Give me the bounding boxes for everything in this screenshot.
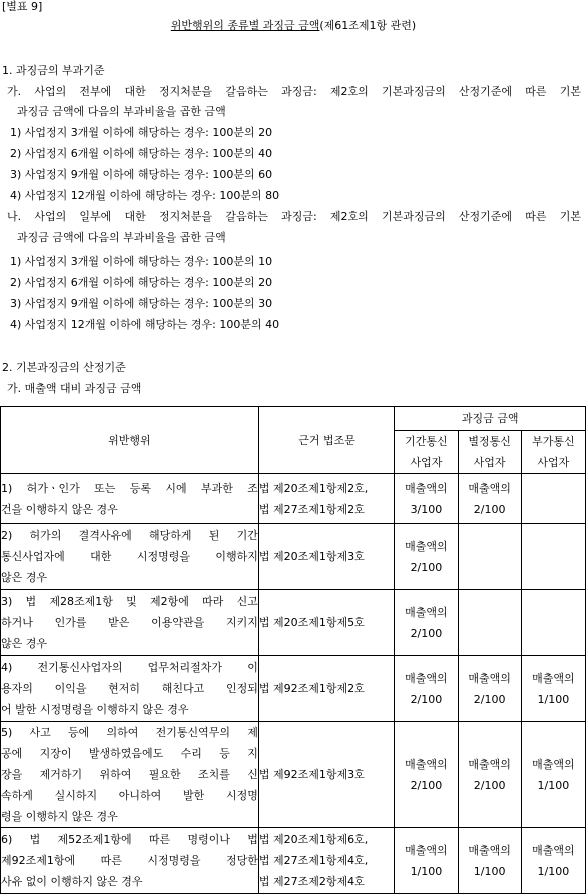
fee-telecom-cell-line: 매출액의 (405, 481, 448, 495)
violation-cell-line: 하거나 인가를 받은 이용약관을 지키지 (1, 616, 258, 629)
fee-value-added-cell-line: 1/100 (537, 692, 570, 706)
fee-telecom-cell (395, 656, 458, 722)
law-cell (258, 590, 394, 656)
header-violation: 위반행위 (1, 407, 259, 474)
law-cell-line: 법 제27조제1항제2호 (258, 502, 365, 516)
violation-cell-line: 속하게 실시하지 아니하여 발한 시정명 (1, 789, 258, 802)
header-law: 근거 법조문 (258, 407, 394, 474)
violation-cell (1, 474, 259, 524)
fee-value-added-cell (521, 722, 585, 828)
law-cell-line: 법 제27조제1항제4호, (258, 854, 369, 867)
table-row (1, 474, 586, 524)
fee-telecom-cell-line: 2/100 (410, 692, 443, 706)
section1-na-line2: 과징금 금액에 다음의 부과비율을 곱한 금액 (17, 231, 226, 244)
violation-cell (1, 524, 259, 590)
law-cell-line: 법 제20조제1항제6호, (258, 833, 369, 846)
law-cell-line: 법 제92조제1항제2호 (258, 682, 365, 695)
fee-special-cell (458, 722, 521, 828)
law-cell-line: 법 제20조제1항제5호 (258, 616, 365, 629)
fee-value-added-cell-line: 1/100 (537, 778, 570, 792)
fee-special-cell-line: 1/100 (473, 864, 506, 878)
fee-value-added-cell-line: 1/100 (537, 864, 570, 878)
violation-cell (1, 656, 259, 722)
fee-special-cell-line: 2/100 (473, 502, 506, 516)
na-item-1: 1) 사업정지 3개월 이하에 해당하는 경우: 100분의 10 (10, 255, 273, 268)
fee-special-cell (458, 656, 521, 722)
header-fee-type2: 별정통신 사업자 (458, 431, 521, 474)
law-cell-line: 법 제20조제1항제2호, (258, 481, 369, 495)
fee-table (0, 406, 586, 894)
section1-na-line1: 나. 사업의 일부에 대한 정지처분을 갈음하는 과징금: 제2호의 기본과징금의 산정기준에 따른 기본 (7, 210, 581, 223)
document-title (0, 19, 587, 33)
fee-special-cell (458, 590, 521, 656)
table-row (1, 524, 586, 590)
fee-value-added-cell (521, 524, 585, 590)
na-item-3: 3) 사업정지 9개월 이하에 해당하는 경우: 100분의 30 (10, 297, 273, 310)
law-cell-line: 법 제20조제1항제3호 (258, 550, 365, 563)
table-row (1, 722, 586, 828)
fee-value-added-cell-line: 매출액의 (532, 757, 575, 771)
violation-cell-line: 사유 없이 이행하지 않은 경우 (1, 875, 143, 888)
violation-cell-line: 1) 허가ㆍ인가 또는 등록 시에 부과한 조 (1, 481, 258, 495)
na-item-4: 4) 사업정지 12개월 이하에 해당하는 경우: 100분의 40 (10, 318, 280, 331)
violation-cell-line: 건을 이행하지 않은 경우 (1, 502, 118, 516)
ga-item-3: 3) 사업정지 9개월 이하에 해당하는 경우: 100분의 60 (10, 168, 273, 181)
fee-telecom-cell-line: 2/100 (410, 778, 443, 792)
fee-value-added-cell (521, 474, 585, 524)
annex-tag: [별표 9] (2, 0, 43, 13)
fee-telecom-cell-line: 3/100 (410, 502, 443, 516)
violation-cell-line: 5) 사고 등에 의하여 전기통신역무의 제 (1, 726, 258, 739)
fee-telecom-cell (395, 722, 458, 828)
header-fee-type1: 기간통신 사업자 (395, 431, 458, 474)
violation-cell-line: 않은 경우 (1, 637, 48, 650)
fee-special-cell-line: 매출액의 (468, 757, 511, 771)
fee-special-cell-line: 매출액의 (468, 481, 511, 495)
ga-item-1: 1) 사업정지 3개월 이하에 해당하는 경우: 100분의 20 (10, 126, 273, 139)
fee-telecom-cell-line: 2/100 (410, 626, 443, 640)
section2-heading: 2. 기본과징금의 산정기준 (2, 361, 126, 374)
fee-special-cell-line: 매출액의 (468, 671, 511, 685)
ga-item-4: 4) 사업정지 12개월 이하에 해당하는 경우: 100분의 80 (10, 189, 280, 202)
fee-special-cell-line: 2/100 (473, 778, 506, 792)
violation-cell (1, 722, 259, 828)
fee-value-added-cell (521, 656, 585, 722)
violation-cell-line: 않은 경우 (1, 571, 48, 584)
section1-ga-line2: 과징금 금액에 다음의 부과비율을 곱한 금액 (17, 105, 226, 118)
fee-special-cell-line: 매출액의 (468, 843, 511, 857)
law-cell (258, 474, 394, 524)
fee-telecom-cell-line: 매출액의 (405, 843, 448, 857)
violation-cell-line: 장을 제거하기 위하여 필요한 조치를 신 (1, 768, 258, 781)
fee-telecom-cell (395, 524, 458, 590)
fee-special-cell (458, 524, 521, 590)
fee-telecom-cell-line: 매출액의 (405, 605, 448, 619)
violation-cell-line: 공에 지장이 발생하였음에도 수리 등 지 (1, 747, 258, 760)
title-reference: (제61조제1항 관련) (319, 19, 417, 32)
section1-heading: 1. 과징금의 부과기준 (2, 64, 105, 77)
fee-value-added-cell-line: 매출액의 (532, 843, 575, 857)
violation-cell-line: 제92조제1항에 따른 시정명령을 정당한 (1, 854, 258, 867)
table-row (1, 656, 586, 722)
law-cell-line: 법 제92조제1항제3호 (258, 768, 365, 781)
fee-special-cell-line: 2/100 (473, 692, 506, 706)
violation-cell-line: 통신사업자에 대한 시정명령을 이행하지 (1, 550, 258, 563)
ga-item-2: 2) 사업정지 6개월 이하에 해당하는 경우: 100분의 40 (10, 147, 273, 160)
table-row (1, 590, 586, 656)
law-cell-line: 법 제27조제2항제4호 (258, 875, 365, 888)
law-cell (258, 656, 394, 722)
violation-cell-line: 2) 허가의 결격사유에 해당하게 된 기간 (1, 529, 258, 542)
law-cell (258, 524, 394, 590)
section1-ga-line1: 가. 사업의 전부에 대한 정지처분을 갈음하는 과징금: 제2호의 기본과징금의 산정기준에 따른 기본 (7, 85, 581, 98)
violation-cell-line: 어 발한 시정명령을 이행하지 않은 경우 (1, 703, 189, 716)
fee-telecom-cell-line: 2/100 (410, 560, 443, 574)
section2-sub: 가. 매출액 대비 과징금 금액 (7, 382, 142, 395)
fee-telecom-cell-line: 1/100 (410, 864, 443, 878)
violation-cell-line: 3) 법 제28조제1항 및 제2항에 따라 신고 (1, 595, 258, 608)
fee-value-added-cell-line: 매출액의 (532, 671, 575, 685)
na-item-2: 2) 사업정지 6개월 이하에 해당하는 경우: 100분의 20 (10, 276, 273, 289)
violation-cell-line: 4) 전기통신사업자의 업무처리절차가 이 (1, 661, 258, 674)
violation-cell-line: 6) 법 제52조제1항에 따른 명령이나 법 (1, 833, 258, 846)
fee-telecom-cell (395, 590, 458, 656)
fee-telecom-cell (395, 474, 458, 524)
violation-cell-line: 령을 이행하지 않은 경우 (1, 810, 118, 823)
violation-cell (1, 590, 259, 656)
fee-value-added-cell (521, 590, 585, 656)
title-main: 위반행위의 종류별 과징금 금액 (170, 19, 320, 32)
violation-cell-line: 용자의 이익을 현저히 해친다고 인정되 (1, 682, 258, 695)
fee-telecom-cell-line: 매출액의 (405, 757, 448, 771)
header-fee-type3: 부가통신 사업자 (521, 431, 585, 474)
law-cell (258, 722, 394, 828)
header-fee-group: 과징금 금액 (395, 407, 586, 431)
fee-telecom-cell-line: 매출액의 (405, 671, 448, 685)
fee-special-cell (458, 474, 521, 524)
fee-telecom-cell-line: 매출액의 (405, 539, 448, 553)
